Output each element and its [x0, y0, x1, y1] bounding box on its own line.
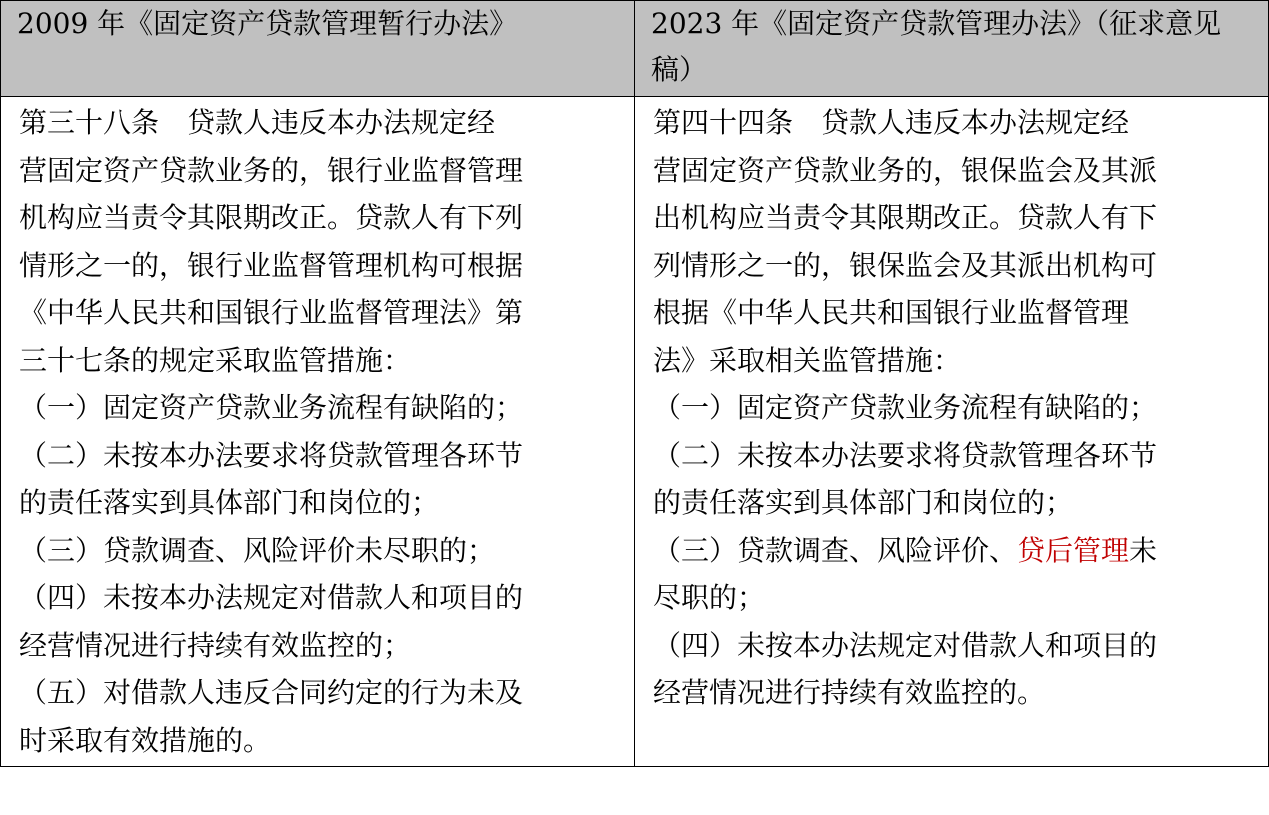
- article-2009-line: （二）未按本办法要求将贷款管理各环节: [19, 438, 524, 472]
- article-2009-line: （一）固定资产贷款业务流程有缺陷的；: [19, 391, 524, 424]
- article-2009-line: （三）贷款调查、风险评价未尽职的；: [19, 533, 496, 567]
- article-2023-line: 列情形之一的，银保监会及其派出机构可: [653, 248, 1158, 282]
- article-2023-line: 的责任落实到具体部门和岗位的；: [653, 486, 1074, 519]
- article-2023-line: 尽职的；: [653, 581, 766, 614]
- article-2023-cell: [635, 97, 1269, 767]
- article-2009-line: 情形之一的，银行业监督管理机构可根据: [19, 248, 524, 282]
- article-2009-line: （四）未按本办法规定对借款人和项目的: [19, 581, 524, 614]
- article-2009-line: 《中华人民共和国银行业监督管理法》第: [19, 296, 524, 329]
- article-2023-line: 根据《中华人民共和国银行业监督管理: [653, 296, 1130, 329]
- article-2009-line: 营固定资产贷款业务的，银行业监督管理: [19, 153, 524, 187]
- content-row: [1, 97, 1269, 767]
- article-2023-line-highlight: [653, 527, 1254, 575]
- article-2009-line: 第三十八条 贷款人违反本办法规定经: [19, 106, 496, 139]
- header-row: [1, 1, 1269, 97]
- article-2009-line: 三十七条的规定采取监管措施：: [19, 343, 412, 377]
- line-text: （三）贷款调查、风险评价、: [653, 533, 1018, 567]
- article-2009-cell: [1, 97, 635, 767]
- article-2023-line: 经营情况进行持续有效监控的。: [653, 676, 1046, 709]
- article-2023-line: （二）未按本办法要求将贷款管理各环节: [653, 438, 1158, 472]
- article-2023-line: 第四十四条 贷款人违反本办法规定经: [653, 106, 1130, 139]
- article-2009-line: （五）对借款人违反合同约定的行为未及: [19, 676, 524, 709]
- article-2023-line: （一）固定资产贷款业务流程有缺陷的；: [653, 391, 1158, 424]
- header-2023: 2023 年《固定资产贷款管理办法》（征求意见稿）: [635, 1, 1269, 97]
- article-2023-line: 法》采取相关监管措施：: [653, 343, 962, 377]
- header-2009: 2009 年《固定资产贷款管理暂行办法》: [1, 1, 635, 97]
- article-2009-line: 的责任落实到具体部门和岗位的；: [19, 486, 440, 519]
- article-2023-line: （四）未按本办法规定对借款人和项目的: [653, 628, 1158, 662]
- article-2023-line: 营固定资产贷款业务的，银保监会及其派: [653, 153, 1158, 187]
- article-2009-line: 经营情况进行持续有效监控的；: [19, 628, 412, 662]
- article-2009-line: 时采取有效措施的。: [19, 723, 272, 757]
- article-2009-line: 机构应当责令其限期改正。贷款人有下列: [19, 201, 524, 234]
- article-2023-line: 出机构应当责令其限期改正。贷款人有下: [653, 201, 1158, 234]
- line-text-tail: 未: [1129, 533, 1158, 567]
- highlighted-text: 贷后管理: [1017, 533, 1130, 567]
